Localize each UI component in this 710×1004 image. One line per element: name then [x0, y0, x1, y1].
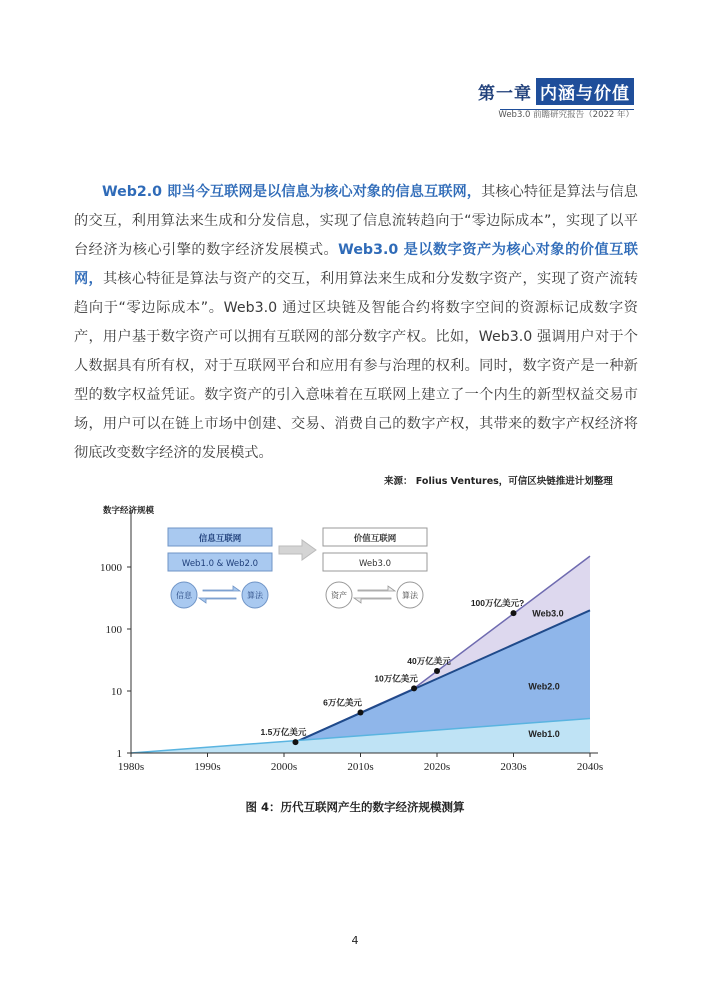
- exchange-arrow-left-icon: [199, 598, 236, 603]
- series-label-web3-0: Web3.0: [532, 608, 564, 619]
- transition-arrow-icon: [279, 540, 316, 560]
- data-point: [434, 668, 440, 674]
- series-label-web2-0: Web2.0: [528, 681, 560, 692]
- data-point-label: 100万亿美元?: [470, 598, 525, 609]
- x-tick-label: 2010s: [347, 761, 374, 773]
- x-tick-label: 1990s: [194, 761, 221, 773]
- asset-circle-label: 资产: [331, 591, 347, 600]
- x-tick-label: 2000s: [270, 761, 298, 773]
- info-circle-label: 信息: [176, 591, 192, 600]
- y-axis-title: 数字经济规模: [103, 506, 155, 516]
- figure-caption: 图 4：历代互联网产生的数字经济规模测算: [245, 800, 465, 814]
- data-point: [292, 739, 298, 745]
- web12-label: Web1.0 & Web2.0: [181, 559, 259, 569]
- data-point: [411, 685, 417, 691]
- algo-circle-2-label: 算法: [402, 591, 418, 600]
- data-point: [358, 710, 364, 716]
- y-tick-label: 100: [105, 624, 122, 636]
- x-tick-label: 2040s: [576, 761, 604, 773]
- report-subtitle: Web3.0 前瞻研究报告（2022 年）: [498, 110, 634, 120]
- series-label-web1-0: Web1.0: [528, 729, 560, 740]
- paragraph-text-2: 其核心特征是算法与资产的交互，利用算法来生成和分发数字资产，实现了资产流转趋向于“零边际成本”。Web3.0 通过区块链及智能合约将数字空间的资源标记成数字资产，用户基于数字资产可以拥有互联网的部分数字产权。比如，Web3.0 强调用户对于个人数据具有所有权，对于互联网平台和应用有参与治理的权利。同时，数字资产是一种新型的数字权益凭证。数字资产的引入意味着在互联网上建立了一个内生的新型权益交易市场，用户可以在链上市场中创建、交易、消费自己的数字产权，其带来的数字产权经济将彻底改变数字经济的发展模式。: [74, 271, 638, 461]
- y-tick-label: 10: [111, 686, 122, 698]
- x-tick-label: 1980s: [117, 761, 145, 773]
- highlight-web2: Web2.0 即当今互联网是以信息为核心对象的信息互联网，: [102, 184, 482, 200]
- figure-source: 来源： Folius Ventures，可信区块链推进计划整理: [384, 476, 613, 487]
- paragraph-text-1: 其核心特征是算法与信息的交互，利用算法来生成和分发信息，实现了信息流转趋向于“零边际成本”，实现了以平台经济为核心引擎的数字经济发展模式。: [74, 184, 638, 258]
- x-tick-label: 2020s: [423, 761, 451, 773]
- algo-circle-1-label: 算法: [247, 591, 263, 600]
- exchange-arrow-right-2-icon: [358, 586, 395, 591]
- concept-diagram: [168, 528, 427, 608]
- data-point-label: 1.5万亿美元: [260, 727, 307, 738]
- chart-areas: [131, 556, 590, 753]
- chapter-number: 第一章: [478, 84, 532, 104]
- value-internet-label: 价值互联网: [353, 534, 397, 544]
- page-number: 4: [351, 934, 359, 947]
- y-tick-label: 1000: [100, 562, 122, 574]
- chapter-title: 内涵与价值: [536, 78, 634, 105]
- exchange-arrow-right-icon: [203, 586, 240, 591]
- data-point-label: 40万亿美元: [407, 656, 451, 667]
- x-tick-label: 2030s: [500, 761, 527, 773]
- y-tick-label: 1: [116, 748, 122, 760]
- data-point: [511, 610, 517, 616]
- web3-label: Web3.0: [358, 559, 392, 569]
- data-point-label: 10万亿美元: [374, 673, 418, 684]
- exchange-arrow-left-2-icon: [354, 598, 391, 603]
- highlight-web3: Web3.0 是以数字资产为核心对象的价值互联网，: [74, 242, 638, 287]
- data-point-label: 6万亿美元: [323, 697, 362, 708]
- info-internet-label: 信息互联网: [198, 534, 242, 544]
